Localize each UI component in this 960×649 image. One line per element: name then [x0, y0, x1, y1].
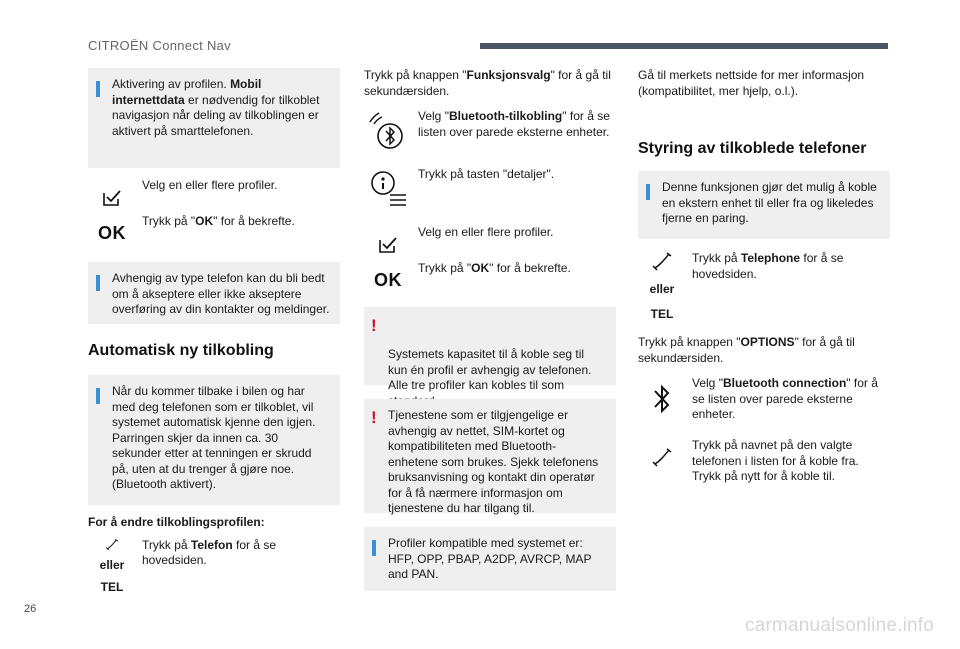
step-text: Trykk på tasten "detaljer".: [418, 167, 555, 181]
step-text-pre: Trykk på: [692, 251, 741, 265]
step-text: Trykk på navnet på den valgte telefonen i listen for å koble fra. Trykk på nytt for å koble til.: [692, 438, 859, 483]
info-note-phone-type: [88, 262, 340, 324]
step-select-profiles: [364, 225, 616, 257]
step-text-post: " for å se listen over parede eksterne enheter.: [418, 109, 610, 139]
sub-heading-change-profile: For å endre tilkoblingsprofilen:: [88, 515, 265, 529]
step-text: Velg en eller flere profiler.: [418, 225, 554, 239]
options-post: " for å gå til sekundærsiden.: [638, 335, 855, 365]
step-text-pre: Trykk på: [142, 537, 191, 552]
step-text-bold: Telephone: [740, 251, 801, 265]
note-text: Profiler kompatible med systemet er: HFP, OPP, PBAP, A2DP, AVRCP, MAP and PAN.: [388, 536, 592, 581]
step-text: Velg en eller flere profiler.: [142, 178, 278, 192]
note-text-pre: Aktivering av profilen.: [112, 77, 231, 91]
bluetooth-search-icon: [368, 109, 408, 157]
step-text-pre: Trykk på ": [142, 214, 196, 228]
warning-icon: !: [371, 316, 377, 335]
ok-icon: OK: [374, 270, 402, 291]
intro-text: [364, 68, 616, 99]
info-bar-icon: [96, 81, 100, 97]
phone-icon: [101, 538, 123, 552]
intro-text: Gå til merkets nettside for mer informasjon (kompatibilitet, mer hjelp, o.l.).: [638, 68, 865, 98]
step-details: [364, 167, 616, 215]
step-text-post: for å se hovedsiden.: [142, 537, 277, 567]
phone-icon: [651, 251, 673, 273]
column-3: [638, 68, 890, 485]
intro-post: " for å gå til sekundærsiden.: [364, 68, 611, 98]
info-note-compatible-profiles: [364, 527, 616, 591]
options-text: [638, 335, 890, 366]
info-note-manage: [638, 171, 890, 239]
intro-bold: Funksjonsvalg: [466, 68, 551, 82]
details-icon: [368, 167, 408, 211]
step-text-post: " for å bekrefte.: [489, 261, 571, 275]
step-press-ok: [88, 214, 340, 246]
checkbox-icon: [368, 225, 408, 265]
step-text-bold: OK: [195, 214, 214, 228]
warning-note-profile-capacity: [364, 307, 616, 392]
note-text: Tjenestene som er tilgjengelige er avhengig av nettet, SIM-kortet og kompatibiliteten med Bluetooth-enhetene som brukes. Sjekk telefonens bruksanvisning og kontakt din operatør for å få nærmere informasjon om tjenestene du har tilgang til.: [388, 408, 599, 515]
column-1: [88, 68, 340, 602]
step-press-ok: [364, 261, 616, 293]
note-text: Når du kommer tilbake i bilen og har med deg telefonen som er tilkoblet, vil systemet automatisk kjenne den igjen. Parringen skjer da innen ca. 30 sekunder etter at tenningen er skrudd på, uten at du trenger å gjøre noe. (Bluetooth aktivert).: [112, 384, 316, 491]
step-text-post: " for å se listen over parede eksterne enheter.: [692, 376, 878, 421]
step-text-bold: Telefon: [190, 537, 233, 552]
options-bold: OPTIONS: [740, 335, 795, 349]
info-note-mobile-data: [88, 68, 340, 168]
note-text: Systemets kapasitet til å koble seg til kun én profil er avhengig av telefonen. Alle tre profiler kan kobles til som: [388, 347, 592, 392]
step-text-bold: Bluetooth connection: [722, 376, 847, 390]
info-note-auto-connect: [88, 375, 340, 505]
eller-label: eller: [649, 282, 675, 296]
step-text-post: " for å bekrefte.: [213, 214, 295, 228]
checkbox-icon: [92, 178, 132, 218]
tel-label: TEL: [650, 306, 674, 321]
step-text-post: for å se hovedsiden.: [692, 251, 844, 281]
header-bar: [480, 43, 888, 49]
step-text-pre: Velg ": [418, 109, 449, 123]
note-text: Denne funksjonen gjør det mulig å koble en ekstern enhet til eller fra og likeledes fjerne en paring.: [662, 180, 877, 225]
options-pre: Trykk på knappen ": [638, 335, 741, 349]
note-text-bold: Mobil internettdata: [112, 77, 262, 107]
step-select-phone: [638, 438, 890, 485]
phone-icon: [642, 438, 682, 478]
info-bar-icon: [646, 184, 650, 200]
header-title: CITROËN Connect Nav: [88, 38, 231, 53]
step-bluetooth-connection: [638, 376, 890, 428]
warning-note-services: [364, 399, 616, 513]
step-press-telephone: [638, 251, 890, 329]
step-text-pre: Trykk på ": [418, 261, 472, 275]
note-text: Avhengig av type telefon kan du bli bedt om å akseptere eller ikke akseptere overføring av din kontakter og meldinger.: [112, 271, 330, 316]
column-2: [364, 68, 616, 591]
section-heading-manage-phones: Styring av tilkoblede telefoner: [638, 140, 867, 157]
phone-icon-group: [92, 538, 132, 596]
bluetooth-icon: [642, 376, 682, 422]
step-select-profiles: [88, 178, 340, 210]
step-bluetooth-connection: [364, 109, 616, 157]
watermark: carmanualsonline.info: [745, 615, 935, 636]
ok-icon: OK: [98, 223, 126, 244]
section-heading-auto-connect: Automatisk ny tilkobling: [88, 342, 274, 359]
phone-icon-group: [642, 251, 682, 325]
note-text-post: er nødvendig for tilkoblet navigasjon når deling av tilkoblingen er aktivert på smarttelefonen.: [112, 92, 320, 138]
step-press-telefon: [88, 538, 340, 602]
info-bar-icon: [96, 275, 100, 291]
page-number: 26: [24, 603, 37, 615]
info-bar-icon: [372, 540, 376, 556]
tel-label: TEL: [100, 580, 124, 594]
info-bar-icon: [96, 388, 100, 404]
warning-icon: !: [371, 408, 377, 427]
step-text-bold: OK: [471, 261, 490, 275]
step-text-pre: Velg ": [692, 376, 723, 390]
intro-pre: Trykk på knappen ": [364, 68, 467, 82]
eller-label: eller: [99, 557, 125, 572]
step-text-bold: Bluetooth-tilkobling: [448, 109, 563, 123]
